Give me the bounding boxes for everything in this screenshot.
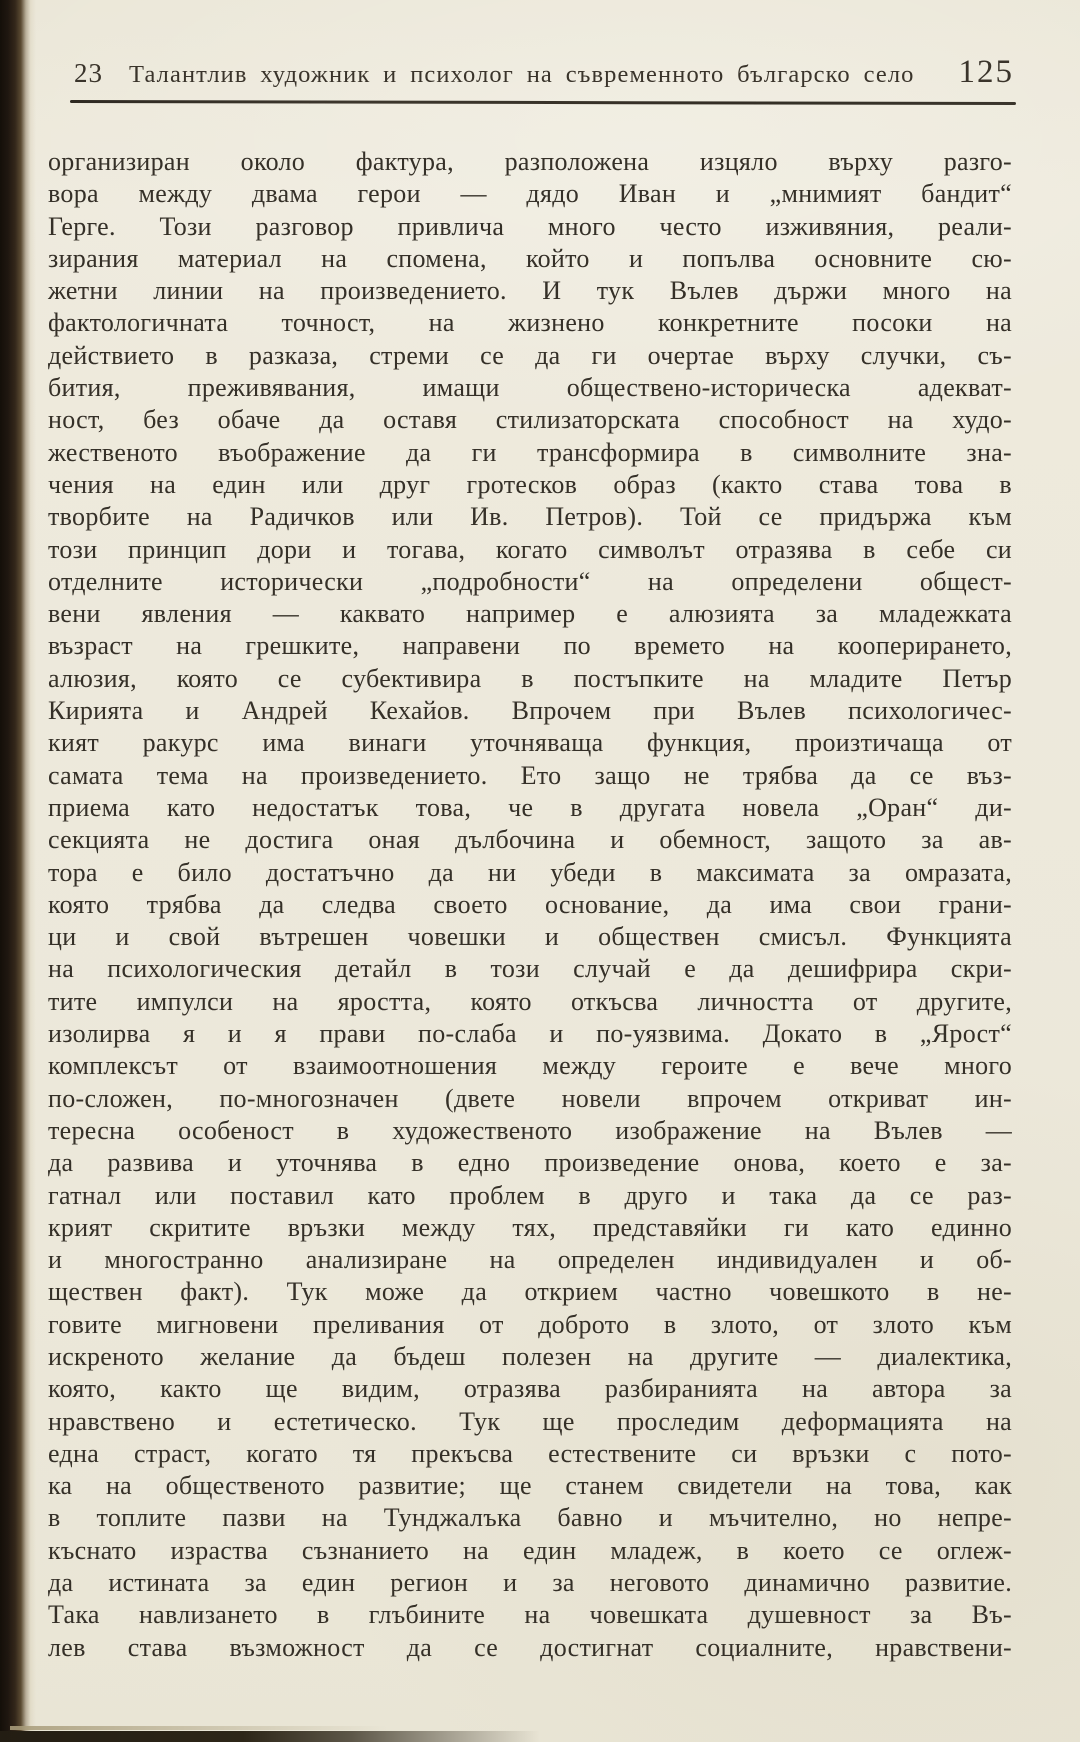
- text-line: искреното желание да бъдеш полезен на другите — диалектика,: [48, 1341, 1012, 1371]
- text-line: ност, без обаче да оставя стилизаторската способност на худо-: [48, 405, 1012, 435]
- text-line: вени явления — каквато например е алюзията за младежката: [48, 599, 1012, 629]
- text-line: възраст на грешките, направени по времето на кооперирането,: [48, 631, 1012, 661]
- text-line: в топлите пазви на Тунджалъка бавно и мъчително, но непре-: [48, 1503, 1012, 1533]
- text-line: този принцип дори и тогава, когато символът отразява в себе си: [48, 534, 1012, 564]
- text-line: къснато израства съзнанието на един младеж, в което се оглеж-: [48, 1535, 1012, 1565]
- text-line: тите импулси на яростта, която откъсва личността от другите,: [48, 986, 1012, 1016]
- text-line: гатнал или поставил като проблем в друго и така да се раз-: [48, 1180, 1012, 1210]
- text-line: говите мигновени преливания от доброто в злото, от злото към: [48, 1309, 1012, 1339]
- bottom-page-edge: [0, 1731, 540, 1742]
- running-header: [74, 54, 1014, 91]
- text-line: организиран около фактура, разположена изцяло върху разго-: [48, 147, 1012, 176]
- body-text-block: [48, 146, 1012, 1664]
- text-line: ка на общественото развитие; ще станем свидетели на това, как: [48, 1471, 1012, 1501]
- text-line: комплексът от взаимоотношения между героите е вече много: [48, 1051, 1012, 1081]
- text-line: изолирва я и я прави по-слаба и по-уязвима. Докато в „Ярост“: [48, 1019, 1012, 1049]
- text-line: кият ракурс има винаги уточняваща функция, произтичаща от: [48, 728, 1012, 758]
- text-line: секцията не достига оная дълбочина и обемност, защото за ав-: [48, 825, 1012, 855]
- text-line: вора между двама герои — дядо Иван и „мнимият бандит“: [48, 179, 1012, 209]
- text-line: една страст, когато тя прекъсва естествените си връзки с пото-: [48, 1438, 1012, 1468]
- text-line: чения на един или друг гротесков образ (както става това в: [48, 469, 1012, 499]
- text-line: Така навлизането в глъбините на човешката душевност за Въ-: [48, 1600, 1012, 1630]
- text-line: ществен факт). Тук може да открием частно човешкото в не-: [48, 1277, 1012, 1307]
- text-line: която, както ще видим, отразява разбиранията на автора за: [48, 1374, 1012, 1404]
- text-line: жественото въображение да ги трансформира в символните зна-: [48, 437, 1012, 467]
- text-line: приема като недостатък това, че в другата новела „Оран“ ди-: [48, 792, 1012, 822]
- text-line: лев става възможност да се достигнат социалните, нравствени-: [48, 1632, 1012, 1662]
- text-line: фактологичната точност, на жизнено конкретните посоки на: [48, 308, 1012, 338]
- text-line: и многостранно анализиране на определен индивидуален и об-: [48, 1245, 1012, 1275]
- text-line: тора е било достатъчно да ни убеди в максимата за омразата,: [48, 857, 1012, 887]
- text-line: по-сложен, по-многозначен (двете новели впрочем откриват ин-: [48, 1083, 1012, 1113]
- text-line: бития, преживявания, имащи обществено-историческа адекват-: [48, 373, 1012, 403]
- text-line: зирания материал на спомена, който и попълва основните сю-: [48, 243, 1012, 273]
- text-line: да истината за един регион и за неговото динамично развитие.: [48, 1568, 1012, 1598]
- text-line: тересна особеност в художественото изображение на Вълев —: [48, 1115, 1012, 1145]
- text-line: нравствено и естетическо. Тук ще проследим деформацията на: [48, 1406, 1012, 1436]
- text-line: Кирията и Андрей Кехайов. Впрочем при Вълев психологичес-: [48, 696, 1012, 726]
- running-title: Талантлив художник и психолог на съвременното българско село: [129, 61, 915, 88]
- text-line: жетни линии на произведението. И тук Вълев държи много на: [48, 276, 1012, 306]
- text-line: самата тема на произведението. Ето защо не трябва да се въз-: [48, 760, 1012, 790]
- text-line: да развива и уточнява в едно произведение онова, което е за-: [48, 1148, 1012, 1178]
- text-line: действието в разказа, стреми се да ги очертае върху случки, съ-: [48, 340, 1012, 370]
- page-number: 125: [958, 54, 1014, 90]
- text-line: Герге. Този разговор привлича много често изживяния, реали-: [48, 211, 1012, 241]
- text-line: отделните исторически „подробности“ на определени общест-: [48, 566, 1012, 596]
- text-line: крият скритите връзки между тях, представяйки ги като единно: [48, 1212, 1012, 1242]
- text-line: която трябва да следва своето основание, да има свои грани-: [48, 889, 1012, 919]
- header-rule: [70, 100, 1016, 105]
- text-line: алюзия, която се субективира в постъпките на младите Петър: [48, 663, 1012, 693]
- text-line: творбите на Радичков или Ив. Петров). Той се придържа към: [48, 502, 1012, 532]
- header-left-number: 23: [74, 58, 103, 88]
- text-line: ци и свой вътрешен човешки и обществен смисъл. Функцията: [48, 922, 1012, 952]
- text-line: на психологическия детайл в този случай е да дешифрира скри-: [48, 954, 1012, 984]
- binding-gutter-shadow: [0, 0, 36, 1742]
